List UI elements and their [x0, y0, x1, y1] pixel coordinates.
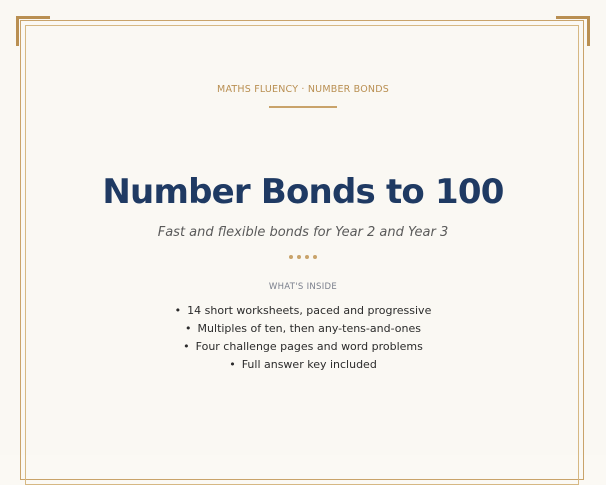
section-heading: WHAT'S INSIDE	[268, 282, 338, 292]
list-item	[0, 338, 606, 356]
page-subtitle: Fast and flexible bonds for Year 2 and Year 3	[157, 225, 449, 240]
corner-ornament-top-right	[556, 16, 590, 46]
list-item-text: 14 short worksheets, paced and progressive	[187, 304, 432, 317]
ornament-dot	[297, 255, 301, 259]
bullet-icon: •	[183, 340, 190, 353]
corner-ornament-top-left	[16, 16, 50, 46]
eyebrow-divider	[269, 106, 337, 108]
bullet-icon: •	[229, 358, 236, 371]
page-title: Number Bonds to 100	[102, 172, 504, 212]
list-item	[0, 356, 606, 374]
bullet-icon: •	[185, 322, 192, 335]
contents-list	[0, 302, 606, 374]
eyebrow-label: MATHS FLUENCY · NUMBER BONDS	[217, 84, 389, 95]
list-item-text: Full answer key included	[241, 358, 377, 371]
ornament-dot	[305, 255, 309, 259]
list-item	[0, 302, 606, 320]
bullet-icon: •	[174, 304, 182, 317]
list-item-text: Four challenge pages and word problems	[195, 340, 423, 353]
ornament-dot	[289, 255, 293, 259]
dot-ornament	[0, 255, 606, 259]
list-item	[0, 320, 606, 338]
ornament-dot	[313, 255, 317, 259]
list-item-text: Multiples of ten, then any-tens-and-ones	[197, 322, 421, 335]
